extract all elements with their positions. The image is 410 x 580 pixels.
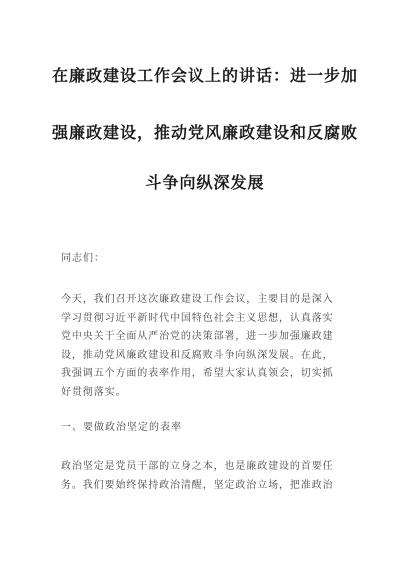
section-heading: 一、要做政治坚定的表率 (61, 422, 182, 433)
paragraph-line: 好贯彻落实。 (61, 386, 127, 398)
paragraph-section-1 (61, 458, 353, 495)
document-title-line-3: 斗争向纵深发展 (145, 173, 265, 192)
salutation: 同志们： (61, 253, 105, 264)
paragraph-line: 学习贯彻习近平新时代中国特色社会主义思想，认真落实 (61, 312, 334, 324)
paragraph-line: 政治坚定是党员干部的立身之本，也是廉政建设的首要任 (61, 461, 334, 472)
paragraph-line: 今天，我们召开这次廉政建设工作会议，主要目的是深入 (61, 294, 334, 305)
document-title-line-1: 在廉政建设工作会议上的讲话：进一步加 (51, 66, 358, 85)
document-title-line-2: 强廉政建设，推动党风廉政建设和反腐败 (51, 123, 358, 142)
paragraph-line: 设，推动党风廉政建设和反腐败斗争向纵深发展。在此， (61, 349, 334, 361)
paragraph-line: 我强调五个方面的表率作用，希望大家认真领会，切实抓 (61, 368, 334, 379)
paragraph-line: 务。我们要始终保持政治清醒，坚定政治立场，把准政治 (61, 479, 334, 491)
paragraph-line: 党中央关于全面从严治党的决策部署，进一步加强廉政建 (61, 331, 334, 342)
paragraph-intro (61, 291, 353, 402)
